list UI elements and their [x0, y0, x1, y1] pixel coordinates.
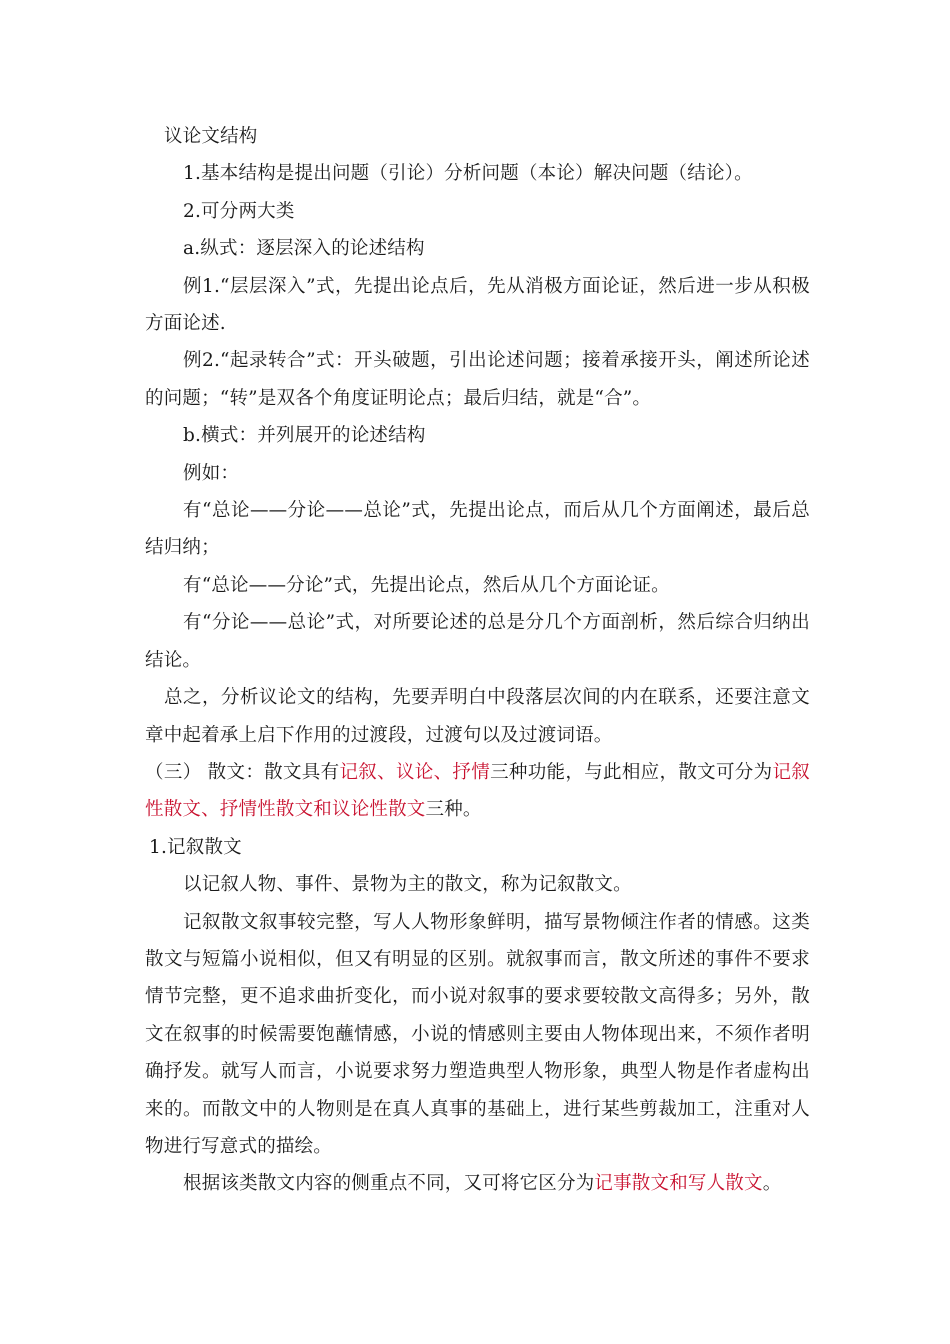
text-run: 三种。 [425, 799, 482, 821]
paragraph: 以记叙人物、事件、景物为主的散文，称为记叙散文。 [183, 874, 632, 896]
text-run: 根据该类散文内容的侧重点不同，又可将它区分为 [183, 1173, 595, 1195]
paragraph: b.横式：并列展开的论述结构 [183, 425, 426, 447]
highlight-text: 记事散文和写人散文 [594, 1173, 763, 1195]
paragraph: 例1.“层层深入”式，先提出论点后，先从消极方面论证，然后进一步从积极方面论述. [145, 275, 810, 335]
paragraph-prose-section [145, 754, 810, 829]
section-heading: 议论文结构 [164, 126, 258, 147]
document-body [145, 118, 810, 1203]
highlight-text: 记叙性散文、抒情性散文和议论性散文 [145, 761, 810, 821]
subheading: 1.记叙散文 [149, 836, 242, 858]
paragraph: 例如： [183, 462, 240, 484]
paragraph: 总之，分析议论文的结构，先要弄明白中段落层次间的内在联系，还要注意文章中起着承上启下作用的过渡段，过渡句以及过渡词语。 [145, 687, 810, 746]
paragraph: 有“分论——总论”式，对所要论述的总是分几个方面剖析，然后综合归纳出结论。 [145, 612, 810, 671]
highlight-text: 记叙、议论、抒情 [339, 761, 491, 783]
text-run: （三） 散文：散文具有 [145, 761, 340, 783]
paragraph: 有“总论——分论——总论”式，先提出论点，而后从几个方面阐述，最后总结归纳； [145, 500, 810, 559]
paragraph-classification [145, 1165, 810, 1202]
paragraph: 1.基本结构是提出问题（引论）分析问题（本论）解决问题（结论）。 [183, 163, 753, 185]
paragraph: 记叙散文叙事较完整，写人人物形象鲜明，描写景物倾注作者的情感。这类散文与短篇小说相似，但又有明显的区别。就叙事而言，散文所述的事件不要求情节完整，更不追求曲折变化，而小说对叙事的要求要较散文高得多；另外，散文在叙事的时候需要饱蘸情感，小说的情感则主要由人物体现出来，不须作者明确抒发。就写人而言，小说要求努力塑造典型人物形象，典型人物是作者虚构出来的。而散文中的人物则是在真人真事的基础上，进行某些剪裁加工，注重对人物进行写意式的描绘。 [145, 911, 810, 1157]
paragraph: 2.可分两大类 [183, 200, 295, 222]
text-run: 三种功能，与此相应，散文可分为 [490, 761, 773, 783]
paragraph: a.纵式：逐层深入的论述结构 [183, 238, 425, 260]
text-run: 。 [762, 1173, 782, 1195]
paragraph: 例2.“起录转合”式：开头破题，引出论述问题；接着承接开头，阐述所论述的问题；“转”是双各个角度证明论点；最后归结，就是“合”。 [145, 350, 810, 409]
paragraph: 有“总论——分论”式，先提出论点，然后从几个方面论证。 [183, 574, 670, 596]
